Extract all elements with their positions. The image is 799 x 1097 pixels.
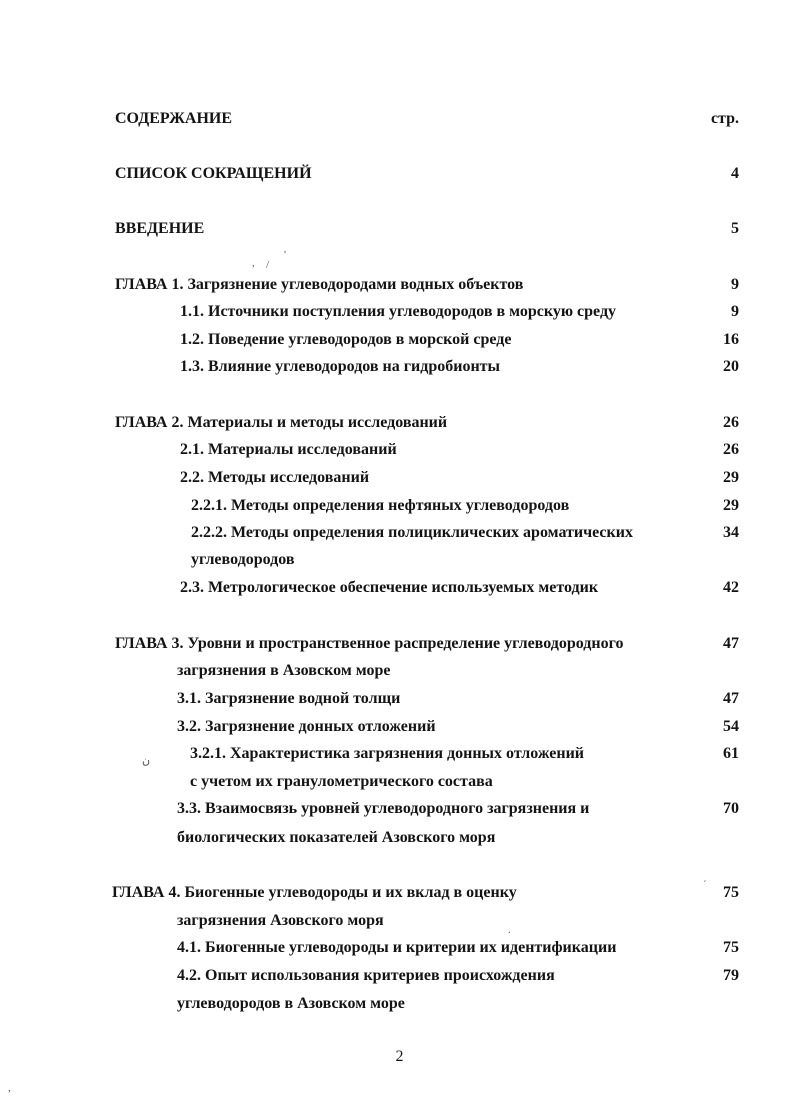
toc-entry-text: ГЛАВА 2. Материалы и методы исследований: [115, 414, 448, 431]
toc-entry-text: 1.1. Источники поступления углеводородов в морскую среду: [180, 303, 617, 320]
toc-entry-page: 29: [723, 497, 739, 514]
toc-entry-page: 42: [723, 579, 739, 596]
scan-speck: ,: [252, 257, 255, 269]
toc-entry-text: 3.2.1. Характеристика загрязнения донных отложений: [190, 745, 584, 762]
toc-entry-page: 20: [723, 358, 739, 375]
toc-title: СОДЕРЖАНИЕ: [115, 110, 233, 127]
toc-header: [0, 107, 799, 131]
toc-entry-page: 5: [731, 220, 739, 237]
toc-entry-4-2-continuation: [0, 992, 799, 1016]
toc-entry-chapter-3: [0, 632, 799, 656]
toc-entry-page: 26: [723, 414, 739, 431]
toc-entry-chapter-4-continuation: [0, 909, 799, 933]
page-number: 2: [395, 1048, 404, 1065]
toc-entry-page: 47: [723, 635, 739, 652]
toc-entry-text: 3.3. Взаимосвязь уровней углеводородного загрязнения и: [177, 800, 590, 817]
toc-entry-text: 2.1. Материалы исследований: [180, 441, 397, 458]
toc-entry-text: 2.2.1. Методы определения нефтяных углеводородов: [191, 497, 570, 514]
toc-entry-text: 2.2. Методы исследований: [180, 469, 370, 486]
toc-entry-chapter-3-continuation: [0, 659, 799, 683]
toc-entry-text: 4.1. Биогенные углеводороды и критерии их идентификации: [177, 939, 617, 956]
toc-entry-3-3-continuation: [0, 826, 799, 850]
toc-entry-chapter-1: [0, 273, 799, 297]
toc-entry-2-1: [0, 438, 799, 462]
toc-entry-text: 4.2. Опыт использования критериев происхождения: [177, 967, 555, 984]
toc-entry-page: 79: [723, 967, 739, 984]
toc-entry-page: 75: [723, 884, 739, 901]
toc-entry-text: 1.2. Поведение углеводородов в морской среде: [180, 331, 512, 348]
toc-entry-2-2-1: [0, 494, 799, 518]
toc-entry-page: 47: [723, 690, 739, 707]
toc-entry-text: 3.1. Загрязнение водной толщи: [177, 690, 401, 707]
page-column-label: стр.: [710, 110, 739, 127]
toc-entry-text: с учетом их гранулометрического состава: [190, 773, 493, 790]
toc-entry-text: 2.3. Метрологическое обеспечение используемых методик: [180, 579, 599, 596]
toc-entry-4-1: [0, 936, 799, 960]
toc-entry-text: 3.2. Загрязнение донных отложений: [177, 718, 436, 735]
toc-entry-1-2: [0, 328, 799, 352]
toc-entry-page: 61: [723, 745, 739, 762]
toc-entry-3-1: [0, 687, 799, 711]
scan-speck: /: [266, 259, 270, 271]
toc-entry-2-2: [0, 466, 799, 490]
toc-entry-text: углеводородов в Азовском море: [177, 995, 405, 1012]
toc-entry-text: ВВЕДЕНИЕ: [115, 220, 205, 237]
toc-entry-text: 1.3. Влияние углеводородов на гидробионты: [180, 358, 501, 375]
scan-speck: ´: [703, 879, 707, 891]
toc-entry-3-2-1: [0, 742, 799, 766]
toc-entry-page: 34: [723, 524, 739, 541]
toc-entry-text: биологических показателей Азовского моря: [177, 829, 496, 846]
toc-entry-text: 2.2.2. Методы определения полициклических ароматических: [191, 524, 633, 541]
toc-entry-chapter-2: [0, 411, 799, 435]
toc-entry-text: углеводородов: [191, 551, 295, 568]
toc-entry-3-2: [0, 715, 799, 739]
toc-entry-text: ГЛАВА 1. Загрязнение углеводородами водных объектов: [115, 276, 524, 293]
toc-entry-3-2-1-continuation: [0, 770, 799, 794]
toc-entry-page: 9: [731, 276, 739, 293]
scan-speck: ,: [8, 1082, 11, 1094]
toc-entry-abbreviations: [0, 162, 799, 186]
toc-entry-page: 16: [723, 331, 739, 348]
toc-entry-page: 26: [723, 441, 739, 458]
toc-entry-2-3: [0, 576, 799, 600]
toc-entry-page: 4: [731, 165, 739, 182]
toc-entry-1-3: [0, 355, 799, 379]
toc-entry-text: загрязнения в Азовском море: [177, 662, 391, 679]
scan-speck: ن: [142, 755, 151, 767]
toc-entry-text: ГЛАВА 4. Биогенные углеводороды и их вклад в оценку: [112, 884, 517, 901]
toc-entry-introduction: [0, 217, 799, 241]
toc-entry-3-3: [0, 797, 799, 821]
scan-speck: ': [284, 249, 286, 261]
toc-entry-text: загрязнения Азовского моря: [177, 912, 384, 929]
toc-entry-page: 9: [731, 303, 739, 320]
toc-entry-4-2: [0, 964, 799, 988]
scan-speck: .: [508, 924, 511, 936]
toc-entry-1-1: [0, 300, 799, 324]
toc-entry-text: ГЛАВА 3. Уровни и пространственное распределение углеводородного: [115, 635, 624, 652]
toc-entry-page: 70: [723, 800, 739, 817]
toc-entry-page: 29: [723, 469, 739, 486]
toc-entry-chapter-4: [0, 881, 799, 905]
toc-entry-text: СПИСОК СОКРАЩЕНИЙ: [115, 165, 312, 182]
toc-entry-page: 75: [723, 939, 739, 956]
toc-entry-2-2-2-continuation: [0, 548, 799, 572]
toc-entry-2-2-2: [0, 521, 799, 545]
toc-entry-page: 54: [723, 718, 739, 735]
